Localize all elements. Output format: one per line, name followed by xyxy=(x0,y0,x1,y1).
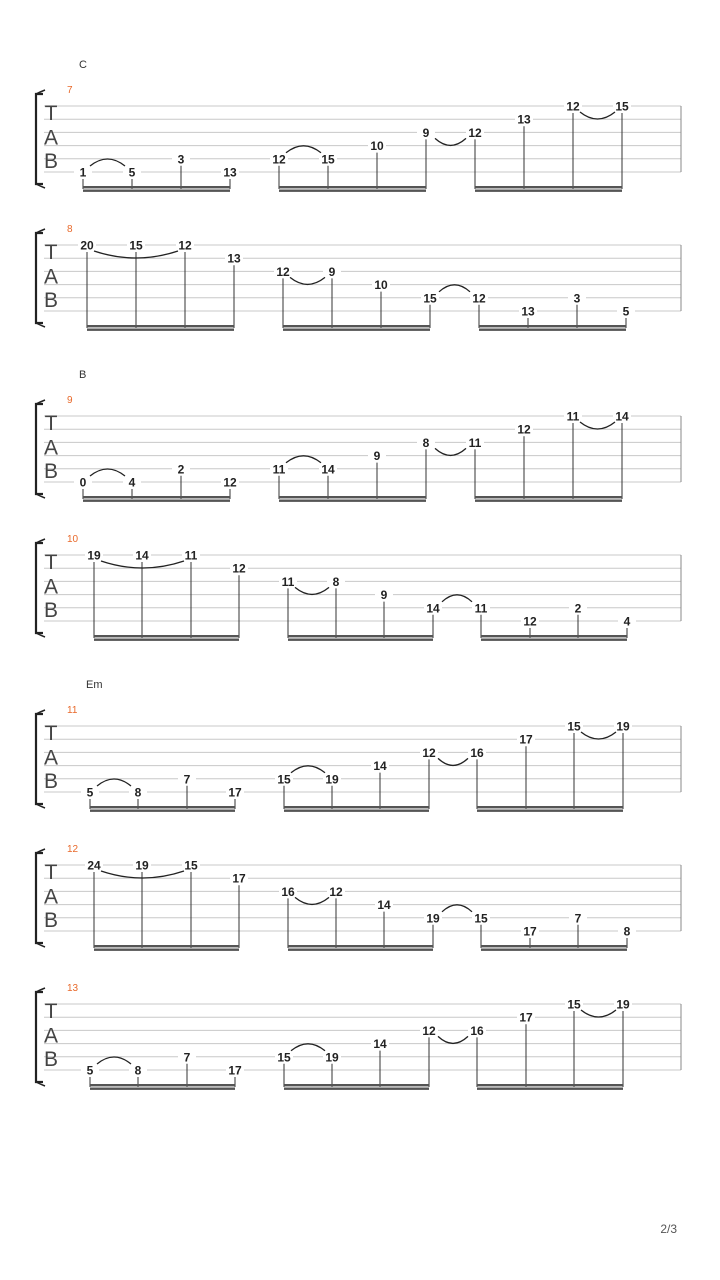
tab-clef-t: T xyxy=(44,412,58,436)
fret-number: 16 xyxy=(470,745,484,760)
fret-number: 12 xyxy=(178,238,192,253)
measure-number: 7 xyxy=(67,85,73,96)
fret-number: 15 xyxy=(423,291,437,306)
beam-primary xyxy=(284,1084,429,1086)
tie-arc xyxy=(295,897,329,904)
fret-number: 9 xyxy=(380,588,388,603)
fret-number: 17 xyxy=(232,871,246,886)
fret-number: 11 xyxy=(272,462,286,477)
tab-clef-t: T xyxy=(44,102,58,126)
tie-arc xyxy=(97,1057,131,1064)
fret-number: 13 xyxy=(521,304,535,319)
fret-number: 5 xyxy=(86,785,94,800)
beam-secondary xyxy=(87,329,234,331)
fret-number: 8 xyxy=(623,924,631,939)
fret-number: 15 xyxy=(615,99,629,114)
tab-clef-a: A xyxy=(43,575,59,599)
beam-secondary xyxy=(94,949,239,951)
fret-number: 14 xyxy=(426,601,440,616)
fret-number: 16 xyxy=(281,884,295,899)
tie-arc xyxy=(581,1010,616,1017)
fret-number: 17 xyxy=(519,732,533,747)
fret-number: 14 xyxy=(615,409,629,424)
tab-clef-a: A xyxy=(43,746,59,770)
beam-primary xyxy=(288,945,433,947)
fret-number: 3 xyxy=(573,291,581,306)
beam-primary xyxy=(279,186,426,188)
beam-primary xyxy=(477,806,623,808)
fret-number: 15 xyxy=(184,858,198,873)
fret-number: 12 xyxy=(566,99,580,114)
fret-number: 1 xyxy=(79,165,87,180)
fret-number: 13 xyxy=(223,165,237,180)
fret-number: 12 xyxy=(422,1023,436,1038)
fret-number: 15 xyxy=(129,238,143,253)
fret-number: 5 xyxy=(128,165,136,180)
tab-system xyxy=(36,59,681,192)
chord-symbol: C xyxy=(79,59,87,71)
measure-number: 9 xyxy=(67,395,73,406)
beam-secondary xyxy=(481,639,627,641)
tab-clef-t: T xyxy=(44,241,58,265)
fret-number: 7 xyxy=(183,772,191,787)
fret-number: 17 xyxy=(228,785,242,800)
beam-secondary xyxy=(288,639,433,641)
tie-arc xyxy=(97,779,131,786)
tie-arc xyxy=(442,905,472,912)
fret-number: 13 xyxy=(517,112,531,127)
fret-number: 8 xyxy=(422,435,430,450)
tie-arc xyxy=(90,469,125,476)
beam-secondary xyxy=(94,639,239,641)
fret-number: 14 xyxy=(135,548,149,563)
beam-primary xyxy=(279,496,426,498)
page-number: 2/3 xyxy=(660,1222,677,1236)
tie-arc xyxy=(286,146,321,153)
chord-symbol: B xyxy=(79,369,87,381)
fret-number: 9 xyxy=(328,264,336,279)
fret-number: 2 xyxy=(177,462,185,477)
fret-number: 9 xyxy=(422,125,430,140)
fret-number: 13 xyxy=(227,251,241,266)
fret-number: 12 xyxy=(232,561,246,576)
fret-number: 11 xyxy=(474,601,488,616)
tie-arc xyxy=(435,138,466,145)
fret-number: 15 xyxy=(277,1050,291,1065)
measure-number: 10 xyxy=(67,534,79,545)
fret-number: 11 xyxy=(566,409,580,424)
fret-number: 15 xyxy=(567,719,581,734)
tab-clef-b: B xyxy=(43,909,59,932)
tab-clef-t: T xyxy=(44,861,58,885)
tie-arc xyxy=(291,1044,325,1051)
beam-secondary xyxy=(475,190,622,192)
fret-number: 15 xyxy=(321,152,335,167)
fret-number: 19 xyxy=(135,858,149,873)
beam-primary xyxy=(475,496,622,498)
tie-arc xyxy=(438,758,468,765)
beam-primary xyxy=(90,806,235,808)
tab-system xyxy=(36,224,681,331)
beam-secondary xyxy=(83,190,230,192)
tab-clef-b: B xyxy=(43,1048,59,1071)
system-bracket xyxy=(36,233,43,323)
beam-secondary xyxy=(479,329,626,331)
measure-number: 8 xyxy=(67,224,73,235)
tie-arc xyxy=(286,456,321,463)
system-bracket xyxy=(36,543,43,633)
measure-number: 13 xyxy=(67,983,79,994)
fret-number: 17 xyxy=(519,1010,533,1025)
beam-secondary xyxy=(481,949,627,951)
fret-number: 14 xyxy=(373,759,387,774)
tie-arc xyxy=(435,448,466,455)
fret-number: 5 xyxy=(622,304,630,319)
beam-secondary xyxy=(90,810,235,812)
fret-number: 0 xyxy=(79,475,87,490)
fret-number: 12 xyxy=(517,422,531,437)
tab-clef-b: B xyxy=(43,289,59,312)
tab-clef-b: B xyxy=(43,599,59,622)
beam-secondary xyxy=(283,329,430,331)
fret-number: 12 xyxy=(276,264,290,279)
fret-number: 19 xyxy=(616,997,630,1012)
fret-number: 8 xyxy=(134,1063,142,1078)
beam-secondary xyxy=(288,949,433,951)
tie-arc xyxy=(442,595,472,602)
system-bracket xyxy=(36,853,43,943)
tab-system xyxy=(36,679,681,812)
fret-number: 2 xyxy=(574,601,582,616)
tab-clef-a: A xyxy=(43,436,59,460)
fret-number: 5 xyxy=(86,1063,94,1078)
beam-secondary xyxy=(83,500,230,502)
tab-clef-t: T xyxy=(44,1000,58,1024)
fret-number: 12 xyxy=(472,291,486,306)
fret-number: 12 xyxy=(422,745,436,760)
beam-primary xyxy=(477,1084,623,1086)
measure-number: 12 xyxy=(67,844,79,855)
beam-primary xyxy=(481,635,627,637)
measure-number: 11 xyxy=(67,705,78,716)
beam-secondary xyxy=(284,810,429,812)
beam-primary xyxy=(284,806,429,808)
fret-number: 24 xyxy=(87,858,101,873)
fret-number: 19 xyxy=(325,772,339,787)
beam-primary xyxy=(83,186,230,188)
beam-primary xyxy=(90,1084,235,1086)
fret-number: 20 xyxy=(80,238,94,253)
beam-primary xyxy=(87,325,234,327)
tie-arc xyxy=(439,285,470,292)
system-bracket xyxy=(36,404,43,494)
tab-clef-b: B xyxy=(43,770,59,793)
fret-number: 19 xyxy=(616,719,630,734)
beam-secondary xyxy=(475,500,622,502)
fret-number: 16 xyxy=(470,1023,484,1038)
system-bracket xyxy=(36,94,43,184)
fret-number: 12 xyxy=(272,152,286,167)
fret-number: 19 xyxy=(426,911,440,926)
tab-clef-b: B xyxy=(43,460,59,483)
tie-arc xyxy=(581,732,616,739)
tie-arc xyxy=(295,587,329,594)
beam-primary xyxy=(481,945,627,947)
beam-secondary xyxy=(279,190,426,192)
tie-arc xyxy=(580,422,615,429)
beam-primary xyxy=(288,635,433,637)
fret-number: 10 xyxy=(374,278,388,293)
beam-primary xyxy=(283,325,430,327)
fret-number: 11 xyxy=(468,435,482,450)
beam-primary xyxy=(479,325,626,327)
fret-number: 14 xyxy=(373,1037,387,1052)
fret-number: 12 xyxy=(523,614,537,629)
fret-number: 17 xyxy=(228,1063,242,1078)
tab-system xyxy=(36,534,681,641)
beam-secondary xyxy=(477,810,623,812)
fret-number: 7 xyxy=(574,911,582,926)
beam-secondary xyxy=(90,1088,235,1090)
tab-clef-a: A xyxy=(43,885,59,909)
fret-number: 12 xyxy=(468,125,482,140)
fret-number: 4 xyxy=(623,614,631,629)
tab-system xyxy=(36,983,681,1090)
tab-clef-a: A xyxy=(43,265,59,289)
tab-clef-t: T xyxy=(44,551,58,575)
tie-arc xyxy=(580,112,615,119)
fret-number: 15 xyxy=(474,911,488,926)
tie-arc xyxy=(438,1036,468,1043)
fret-number: 19 xyxy=(87,548,101,563)
tab-system xyxy=(36,369,681,502)
tab-system xyxy=(36,844,681,951)
beam-primary xyxy=(94,635,239,637)
beam-secondary xyxy=(284,1088,429,1090)
tab-clef-b: B xyxy=(43,150,59,173)
chord-symbol: Em xyxy=(86,679,103,691)
fret-number: 15 xyxy=(567,997,581,1012)
fret-number: 12 xyxy=(223,475,237,490)
beam-primary xyxy=(83,496,230,498)
fret-number: 12 xyxy=(329,884,343,899)
fret-number: 8 xyxy=(134,785,142,800)
fret-number: 4 xyxy=(128,475,136,490)
system-bracket xyxy=(36,714,43,804)
tie-arc xyxy=(290,277,325,284)
tab-clef-t: T xyxy=(44,722,58,746)
fret-number: 7 xyxy=(183,1050,191,1065)
fret-number: 3 xyxy=(177,152,185,167)
fret-number: 14 xyxy=(321,462,335,477)
fret-number: 11 xyxy=(281,574,295,589)
system-bracket xyxy=(36,992,43,1082)
fret-number: 15 xyxy=(277,772,291,787)
tab-clef-a: A xyxy=(43,126,59,150)
fret-number: 11 xyxy=(184,548,198,563)
fret-number: 14 xyxy=(377,898,391,913)
beam-secondary xyxy=(279,500,426,502)
fret-number: 8 xyxy=(332,574,340,589)
fret-number: 10 xyxy=(370,139,384,154)
fret-number: 9 xyxy=(373,449,381,464)
fret-number: 19 xyxy=(325,1050,339,1065)
tie-arc xyxy=(291,766,325,773)
tie-arc xyxy=(90,159,125,166)
beam-primary xyxy=(94,945,239,947)
tab-clef-a: A xyxy=(43,1024,59,1048)
beam-secondary xyxy=(477,1088,623,1090)
beam-primary xyxy=(475,186,622,188)
fret-number: 17 xyxy=(523,924,537,939)
